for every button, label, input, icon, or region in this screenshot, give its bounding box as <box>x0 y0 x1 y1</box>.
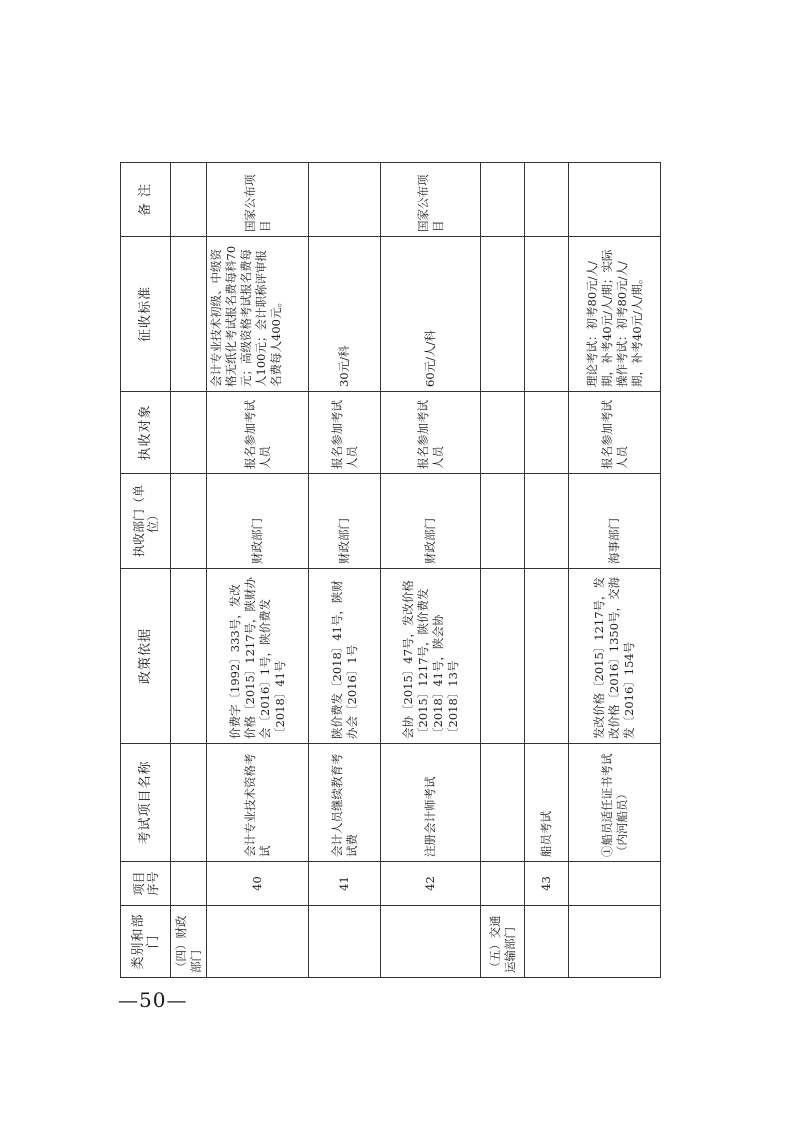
table-row <box>171 163 207 978</box>
cell-name: 会计专业技术资格考试 <box>207 744 309 862</box>
cell-category <box>207 906 309 978</box>
cell-name <box>171 744 207 862</box>
cell-standard: 30元/科 <box>309 237 381 392</box>
cell-target: 报名参加考试人员 <box>207 392 309 474</box>
cell-dept <box>171 474 207 569</box>
table-row <box>569 163 661 978</box>
cell-target <box>525 392 569 474</box>
cell-category <box>309 906 381 978</box>
cell-basis: 陕价费发〔2018〕41号，陕财办会〔2016〕1号 <box>309 569 381 744</box>
cell-standard <box>171 237 207 392</box>
cell-dept: 财政部门 <box>309 474 381 569</box>
cell-seq: 40 <box>207 862 309 906</box>
cell-category <box>381 906 481 978</box>
header-note: 备 注 <box>121 163 171 237</box>
header-basis: 政策依据 <box>121 569 171 744</box>
cell-standard: 理论考试：初考80元/人/期，补考40元/人/期；实际操作考试：初考80元/人/期，补考40元/人/期。 <box>569 237 661 392</box>
cell-target: 报名参加考试人员 <box>381 392 481 474</box>
rotated-table-wrapper <box>120 163 660 978</box>
cell-note: 国家公布项目 <box>381 163 481 237</box>
cell-basis <box>525 569 569 744</box>
cell-basis: 发改价格〔2015〕1217号，发改价格〔2016〕1350号，交海发〔2016〕154号 <box>569 569 661 744</box>
header-row <box>121 163 171 978</box>
cell-standard: 会计专业技术初级、中级资格无纸化考试报名费每科70元；高级资格考试报名费每人100元；会计职称评审报名费每人400元。 <box>207 237 309 392</box>
cell-note <box>171 163 207 237</box>
header-name: 考试项目名称 <box>121 744 171 862</box>
table-row <box>481 163 525 978</box>
cell-dept <box>525 474 569 569</box>
cell-seq: 43 <box>525 862 569 906</box>
header-target: 执收对象 <box>121 392 171 474</box>
fee-table <box>120 162 661 978</box>
table-row <box>309 163 381 978</box>
header-seq: 项目序号 <box>121 862 171 906</box>
cell-target <box>481 392 525 474</box>
table-row <box>207 163 309 978</box>
cell-seq: 41 <box>309 862 381 906</box>
cell-target: 报名参加考试人员 <box>309 392 381 474</box>
cell-note <box>525 163 569 237</box>
table-row <box>525 163 569 978</box>
cell-seq <box>569 862 661 906</box>
table-row <box>381 163 481 978</box>
cell-dept <box>481 474 525 569</box>
cell-basis: 会协〔2015〕47号，发改价格〔2015〕1217号，陕价费发〔2018〕41号，陕会协〔2018〕13号 <box>381 569 481 744</box>
cell-name: 船员考试 <box>525 744 569 862</box>
cell-name: 会计人员继续教育考试费 <box>309 744 381 862</box>
cell-dept: 海事部门 <box>569 474 661 569</box>
cell-seq <box>481 862 525 906</box>
cell-note: 国家公布项目 <box>207 163 309 237</box>
header-dept: 执收部门（单位） <box>121 474 171 569</box>
cell-basis <box>481 569 525 744</box>
header-category: 类别和部门 <box>121 906 171 978</box>
cell-note <box>569 163 661 237</box>
cell-basis <box>171 569 207 744</box>
cell-dept: 财政部门 <box>381 474 481 569</box>
cell-standard <box>525 237 569 392</box>
cell-category: （五）交通运输部门 <box>481 906 525 978</box>
cell-seq <box>171 862 207 906</box>
cell-name: ①船员适任证书考试（内河船员） <box>569 744 661 862</box>
page-number: —50— <box>118 988 188 1012</box>
header-standard: 征收标准 <box>121 237 171 392</box>
cell-standard <box>481 237 525 392</box>
cell-note <box>309 163 381 237</box>
cell-category <box>569 906 661 978</box>
cell-basis: 价费字〔1992〕333号，发改价格〔2015〕1217号，陕财办会〔2016〕1号，陕价费发〔2018〕41号 <box>207 569 309 744</box>
cell-dept: 财政部门 <box>207 474 309 569</box>
cell-seq: 42 <box>381 862 481 906</box>
cell-category <box>525 906 569 978</box>
cell-target: 报名参加考试人员 <box>569 392 661 474</box>
cell-category: （四）财政部门 <box>171 906 207 978</box>
cell-name <box>481 744 525 862</box>
cell-target <box>171 392 207 474</box>
cell-standard: 60元/人/科 <box>381 237 481 392</box>
cell-note <box>481 163 525 237</box>
cell-name: 注册会计师考试 <box>381 744 481 862</box>
